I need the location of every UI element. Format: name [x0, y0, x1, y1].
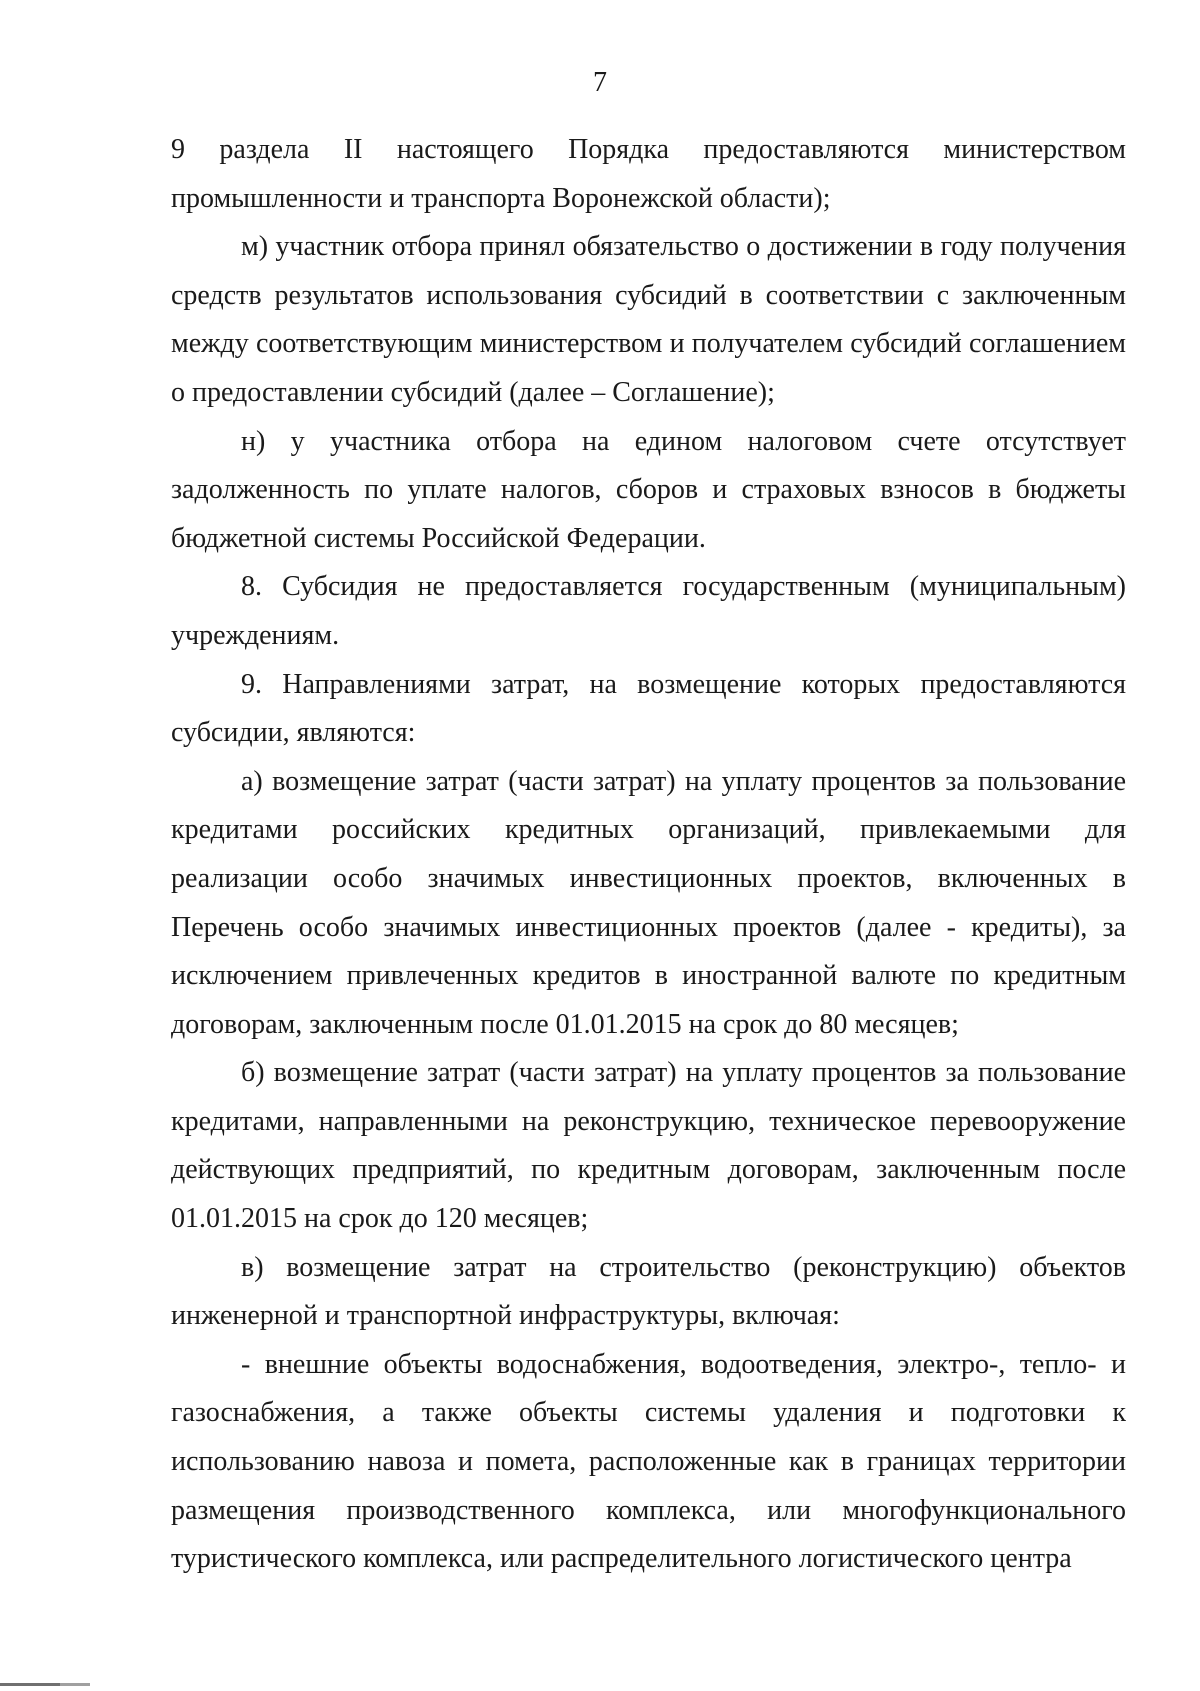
paragraph-item-b: б) возмещение затрат (части затрат) на уплату процентов за пользование кредитами, направленными на реконструкцию, техническое перевооружение действующих предприятий, по кредитным договорам, заключенным после 01.01.2015 на срок до 120 месяцев;: [171, 1057, 1126, 1235]
page-number: 7: [593, 67, 607, 98]
paragraph-continuation: 9 раздела II настоящего Порядка предоставляются министерством промышленности и транспорта Воронежской области);: [171, 134, 1126, 214]
paragraph-bullet-external-objects: - внешние объекты водоснабжения, водоотведения, электро-, тепло- и газоснабжения, а также объекты системы удаления и подготовки к использованию навоза и помета, расположенные как в границах территории размещения производственного комплекса, или многофункционального туристического комплекса, или распределительного логистического центра: [171, 1348, 1126, 1575]
document-body: [171, 126, 1126, 1584]
paragraph-item-m: м) участник отбора принял обязательство о достижении в году получения средств результатов использования субсидий в соответствии с заключенным между соответствующим министерством и получателем субсидий соглашением о предоставлении субсидий (далее – Соглашение);: [171, 231, 1126, 408]
paragraph-item-n: н) у участника отбора на едином налоговом счете отсутствует задолженность по уплате налогов, сборов и страховых взносов в бюджеты бюджетной системы Российской Федерации.: [171, 425, 1126, 554]
paragraph-clause-8: 8. Субсидия не предоставляется государственным (муниципальным) учреждениям.: [171, 571, 1126, 651]
paragraph-item-a: а) возмещение затрат (части затрат) на уплату процентов за пользование кредитами российских кредитных организаций, привлекаемыми для реализации особо значимых инвестиционных проектов, включенных в Перечень особо значимых инвестиционных проектов (далее - кредиты), за исключением привлеченных кредитов в иностранной валюте по кредитным договорам, заключенным после 01.01.2015 на срок до 80 месяцев;: [171, 765, 1126, 1040]
paragraph-item-v: в) возмещение затрат на строительство (реконструкцию) объектов инженерной и транспортной инфраструктуры, включая:: [171, 1251, 1126, 1332]
scan-edge-mark: [0, 1683, 118, 1686]
paragraph-clause-9: 9. Направлениями затрат, на возмещение которых предоставляются субсидии, являются:: [171, 668, 1126, 749]
